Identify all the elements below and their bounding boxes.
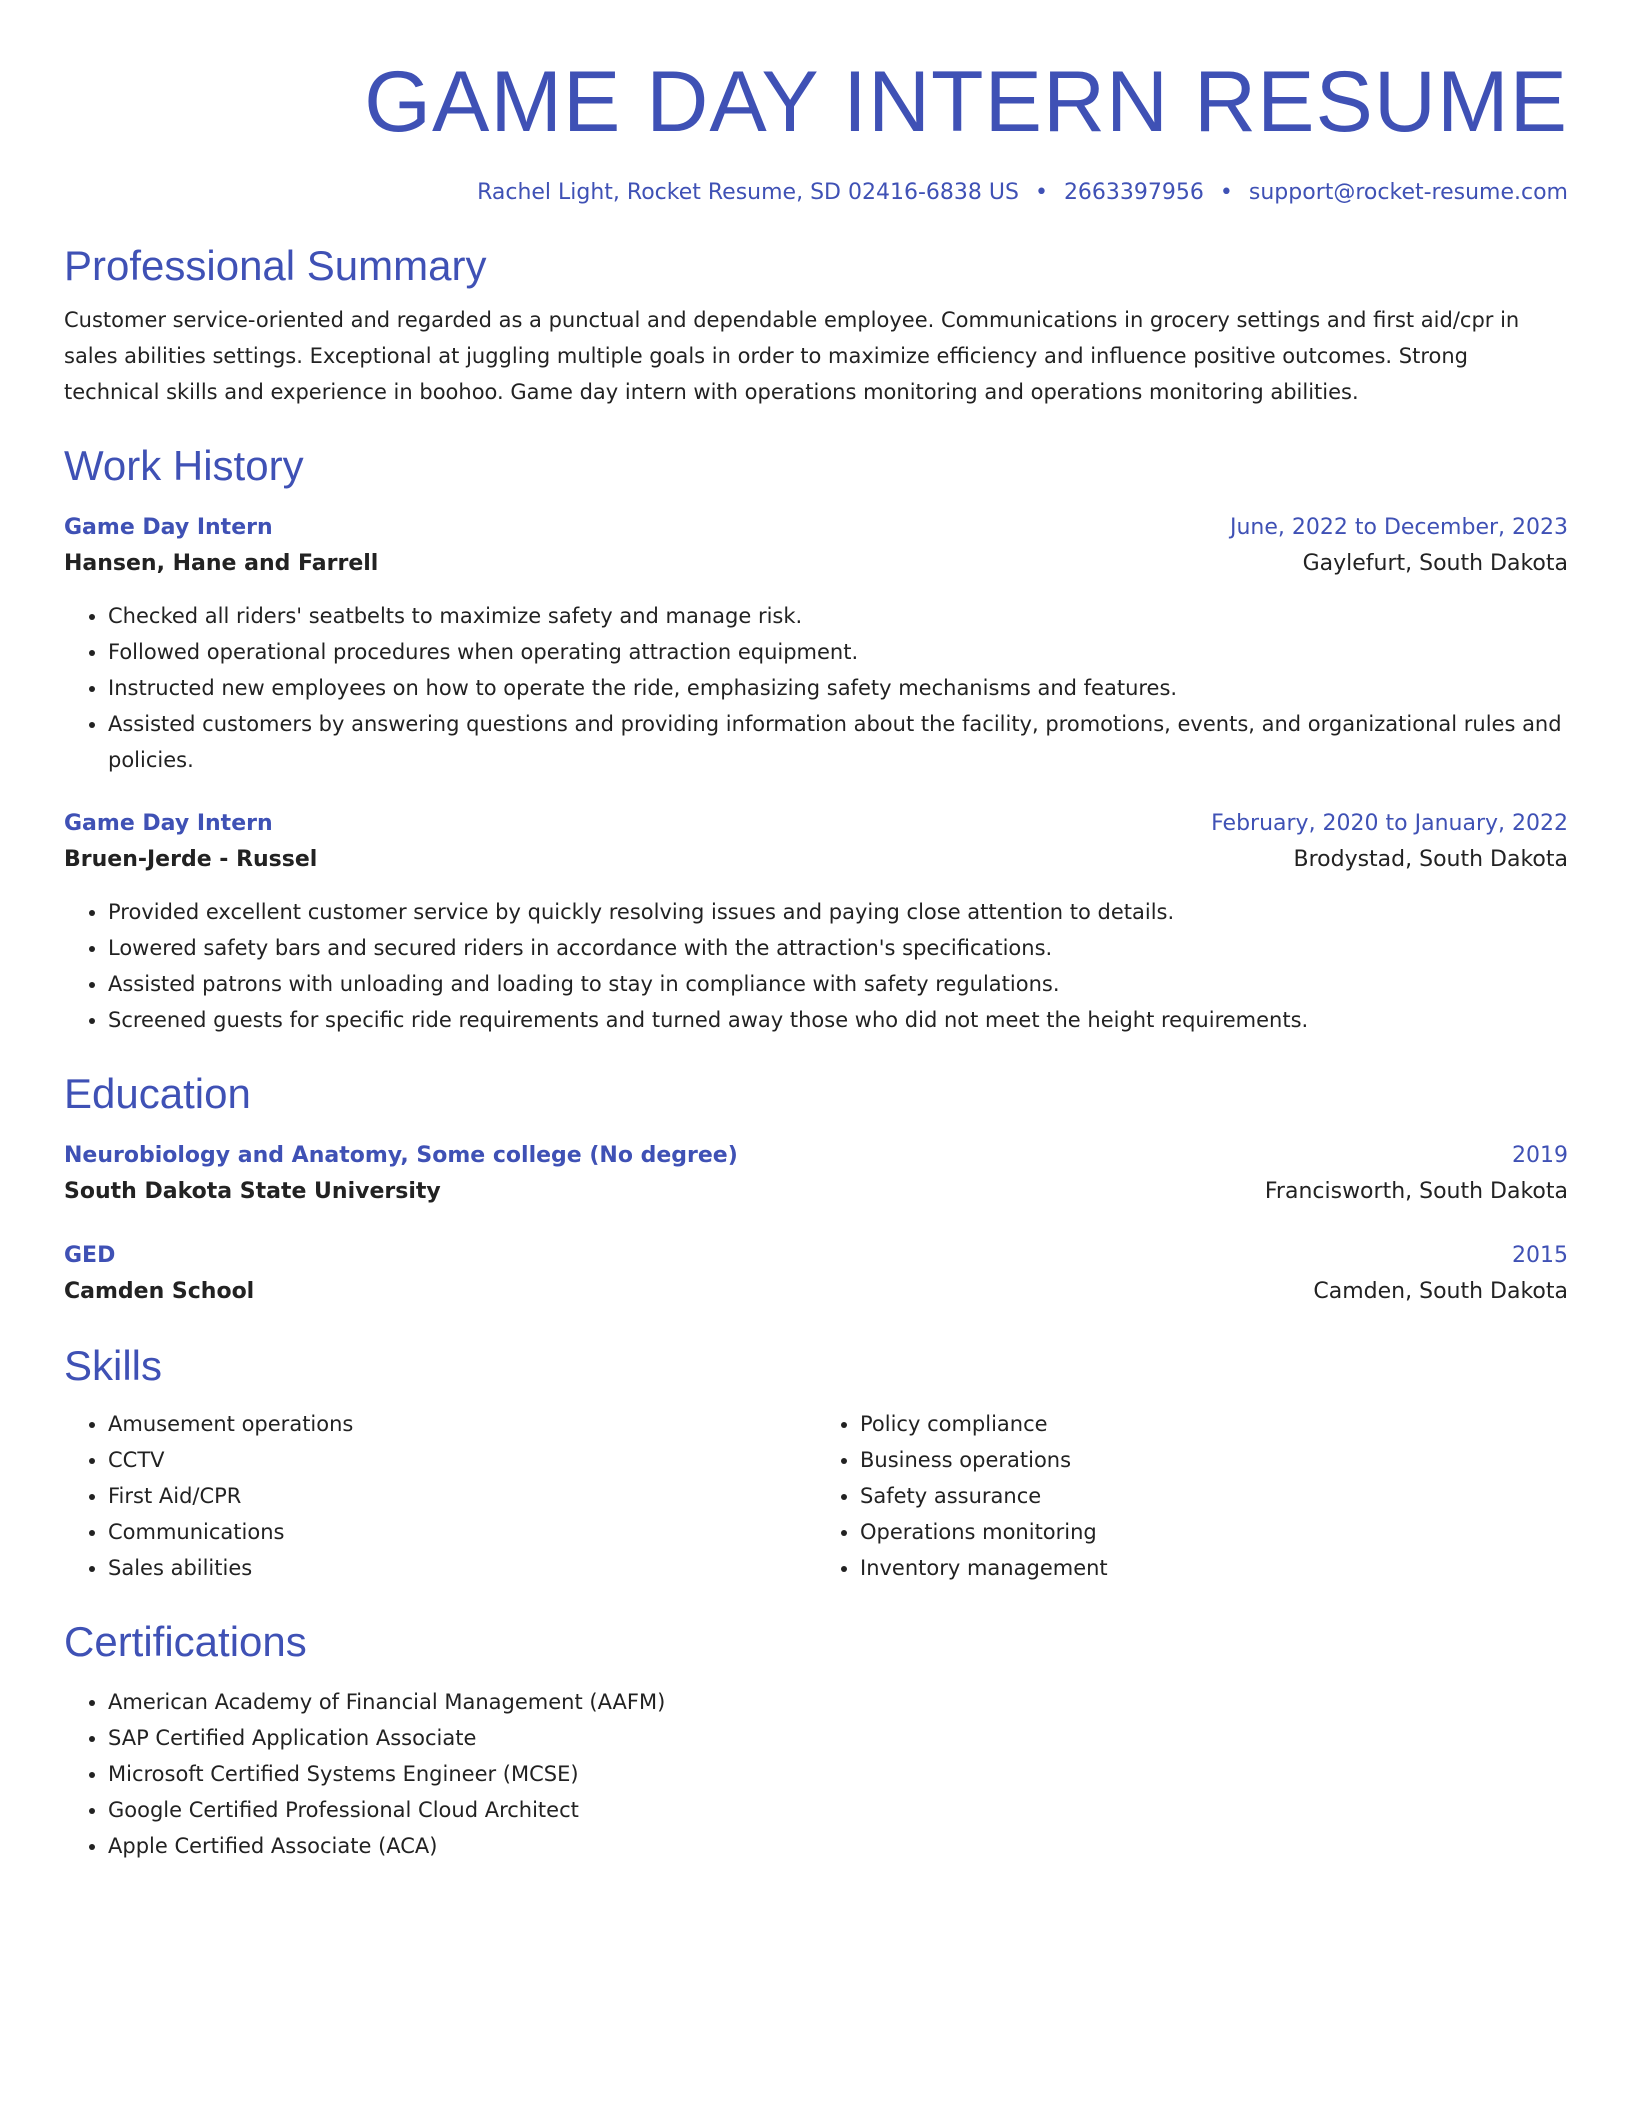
skill-item: • Operations monitoring xyxy=(860,1514,1568,1550)
contact-address: Rachel Light, Rocket Resume, SD 02416-6838 US xyxy=(477,180,1019,205)
education-school: Camden School xyxy=(64,1279,255,1304)
contact-line xyxy=(64,178,1568,208)
section-heading-summary: Professional Summary xyxy=(64,242,487,289)
contact-email[interactable]: support@rocket-resume.com xyxy=(1248,180,1568,205)
resume-title: GAME DAY INTERN RESUME xyxy=(364,54,1568,150)
education-year: 2019 xyxy=(1512,1143,1568,1168)
section-heading-certifications: Certifications xyxy=(64,1618,307,1665)
skills-list-right xyxy=(816,1406,1568,1586)
job-company-row xyxy=(64,842,1568,878)
job-bullet: • Checked all riders' seatbelts to maximize safety and manage risk. xyxy=(108,598,1568,634)
job-bullets xyxy=(64,894,1568,1038)
skill-item: • Business operations xyxy=(860,1442,1568,1478)
job-dates: June, 2022 to December, 2023 xyxy=(1229,515,1568,540)
job-title: Game Day Intern xyxy=(64,811,273,836)
education-header-row xyxy=(64,1138,1568,1174)
job-bullet: • Instructed new employees on how to operate the ride, emphasizing safety mechanisms and features. xyxy=(108,670,1568,706)
skills-columns xyxy=(64,1406,1568,1586)
education-section xyxy=(64,1068,1568,1310)
summary-text: Customer service-oriented and regarded as a punctual and dependable employee. Communications in grocery settings and first aid/cpr in sales abilities settings. Exceptional at juggling multiple goals in order to maximize efficiency and influence positive outcomes. Strong technical skills and experience in boohoo. Game day intern with operations monitoring and operations monitoring abilities. xyxy=(64,308,1520,404)
job-bullet: • Followed operational procedures when operating attraction equipment. xyxy=(108,634,1568,670)
job-company-row xyxy=(64,546,1568,582)
skill-item: • Policy compliance xyxy=(860,1406,1568,1442)
contact-phone: 2663397956 xyxy=(1063,180,1204,205)
job-bullet: • Lowered safety bars and secured riders in accordance with the attraction's specifications. xyxy=(108,930,1568,966)
skill-item: • Inventory management xyxy=(860,1550,1568,1586)
certification-item: • SAP Certified Application Associate xyxy=(108,1720,1568,1756)
certification-item: • Microsoft Certified Systems Engineer (MCSE) xyxy=(108,1756,1568,1792)
job-company: Bruen-Jerde - Russel xyxy=(64,847,318,872)
certification-item: • American Academy of Financial Management (AAFM) xyxy=(108,1684,1568,1720)
job-entry xyxy=(64,510,1568,778)
skills-list-left xyxy=(64,1406,816,1586)
skill-item: • Safety assurance xyxy=(860,1478,1568,1514)
job-bullet: • Provided excellent customer service by quickly resolving issues and paying close attention to details. xyxy=(108,894,1568,930)
certification-item: • Apple Certified Associate (ACA) xyxy=(108,1828,1568,1864)
certifications-section xyxy=(64,1616,1568,1864)
certification-item: • Google Certified Professional Cloud Architect xyxy=(108,1792,1568,1828)
skill-item: • CCTV xyxy=(108,1442,816,1478)
education-degree: GED xyxy=(64,1243,116,1268)
contact-separator: • xyxy=(1219,180,1233,205)
skill-item: • Sales abilities xyxy=(108,1550,816,1586)
job-dates: February, 2020 to January, 2022 xyxy=(1211,811,1568,836)
section-heading-work: Work History xyxy=(64,442,304,489)
education-location: Francisworth, South Dakota xyxy=(1264,1179,1568,1204)
summary-section xyxy=(64,240,1568,410)
education-entry xyxy=(64,1138,1568,1210)
job-location: Gaylefurt, South Dakota xyxy=(1302,551,1568,576)
job-entry xyxy=(64,806,1568,1038)
education-degree: Neurobiology and Anatomy, Some college (No degree) xyxy=(64,1143,738,1168)
certifications-list xyxy=(64,1684,1568,1864)
education-entry xyxy=(64,1238,1568,1310)
skill-item: • Communications xyxy=(108,1514,816,1550)
section-heading-education: Education xyxy=(64,1070,251,1117)
education-school: South Dakota State University xyxy=(64,1179,441,1204)
skill-item: • First Aid/CPR xyxy=(108,1478,816,1514)
contact-separator: • xyxy=(1034,180,1048,205)
section-heading-skills: Skills xyxy=(64,1342,163,1389)
job-header-row xyxy=(64,510,1568,546)
job-header-row xyxy=(64,806,1568,842)
skills-section xyxy=(64,1340,1568,1586)
job-bullet: • Screened guests for specific ride requirements and turned away those who did not meet the height requirements. xyxy=(108,1002,1568,1038)
education-school-row xyxy=(64,1174,1568,1210)
education-header-row xyxy=(64,1238,1568,1274)
job-location: Brodystad, South Dakota xyxy=(1293,847,1568,872)
skill-item: • Amusement operations xyxy=(108,1406,816,1442)
work-history-section xyxy=(64,440,1568,1038)
job-title: Game Day Intern xyxy=(64,515,273,540)
education-location: Camden, South Dakota xyxy=(1313,1279,1568,1304)
resume-header xyxy=(64,0,1568,208)
job-bullets xyxy=(64,598,1568,778)
job-company: Hansen, Hane and Farrell xyxy=(64,551,379,576)
education-school-row xyxy=(64,1274,1568,1310)
job-bullet: • Assisted customers by answering questions and providing information about the facility, promotions, events, and organizational rules and policies. xyxy=(108,706,1568,778)
education-year: 2015 xyxy=(1512,1243,1568,1268)
job-bullet: • Assisted patrons with unloading and loading to stay in compliance with safety regulations. xyxy=(108,966,1568,1002)
